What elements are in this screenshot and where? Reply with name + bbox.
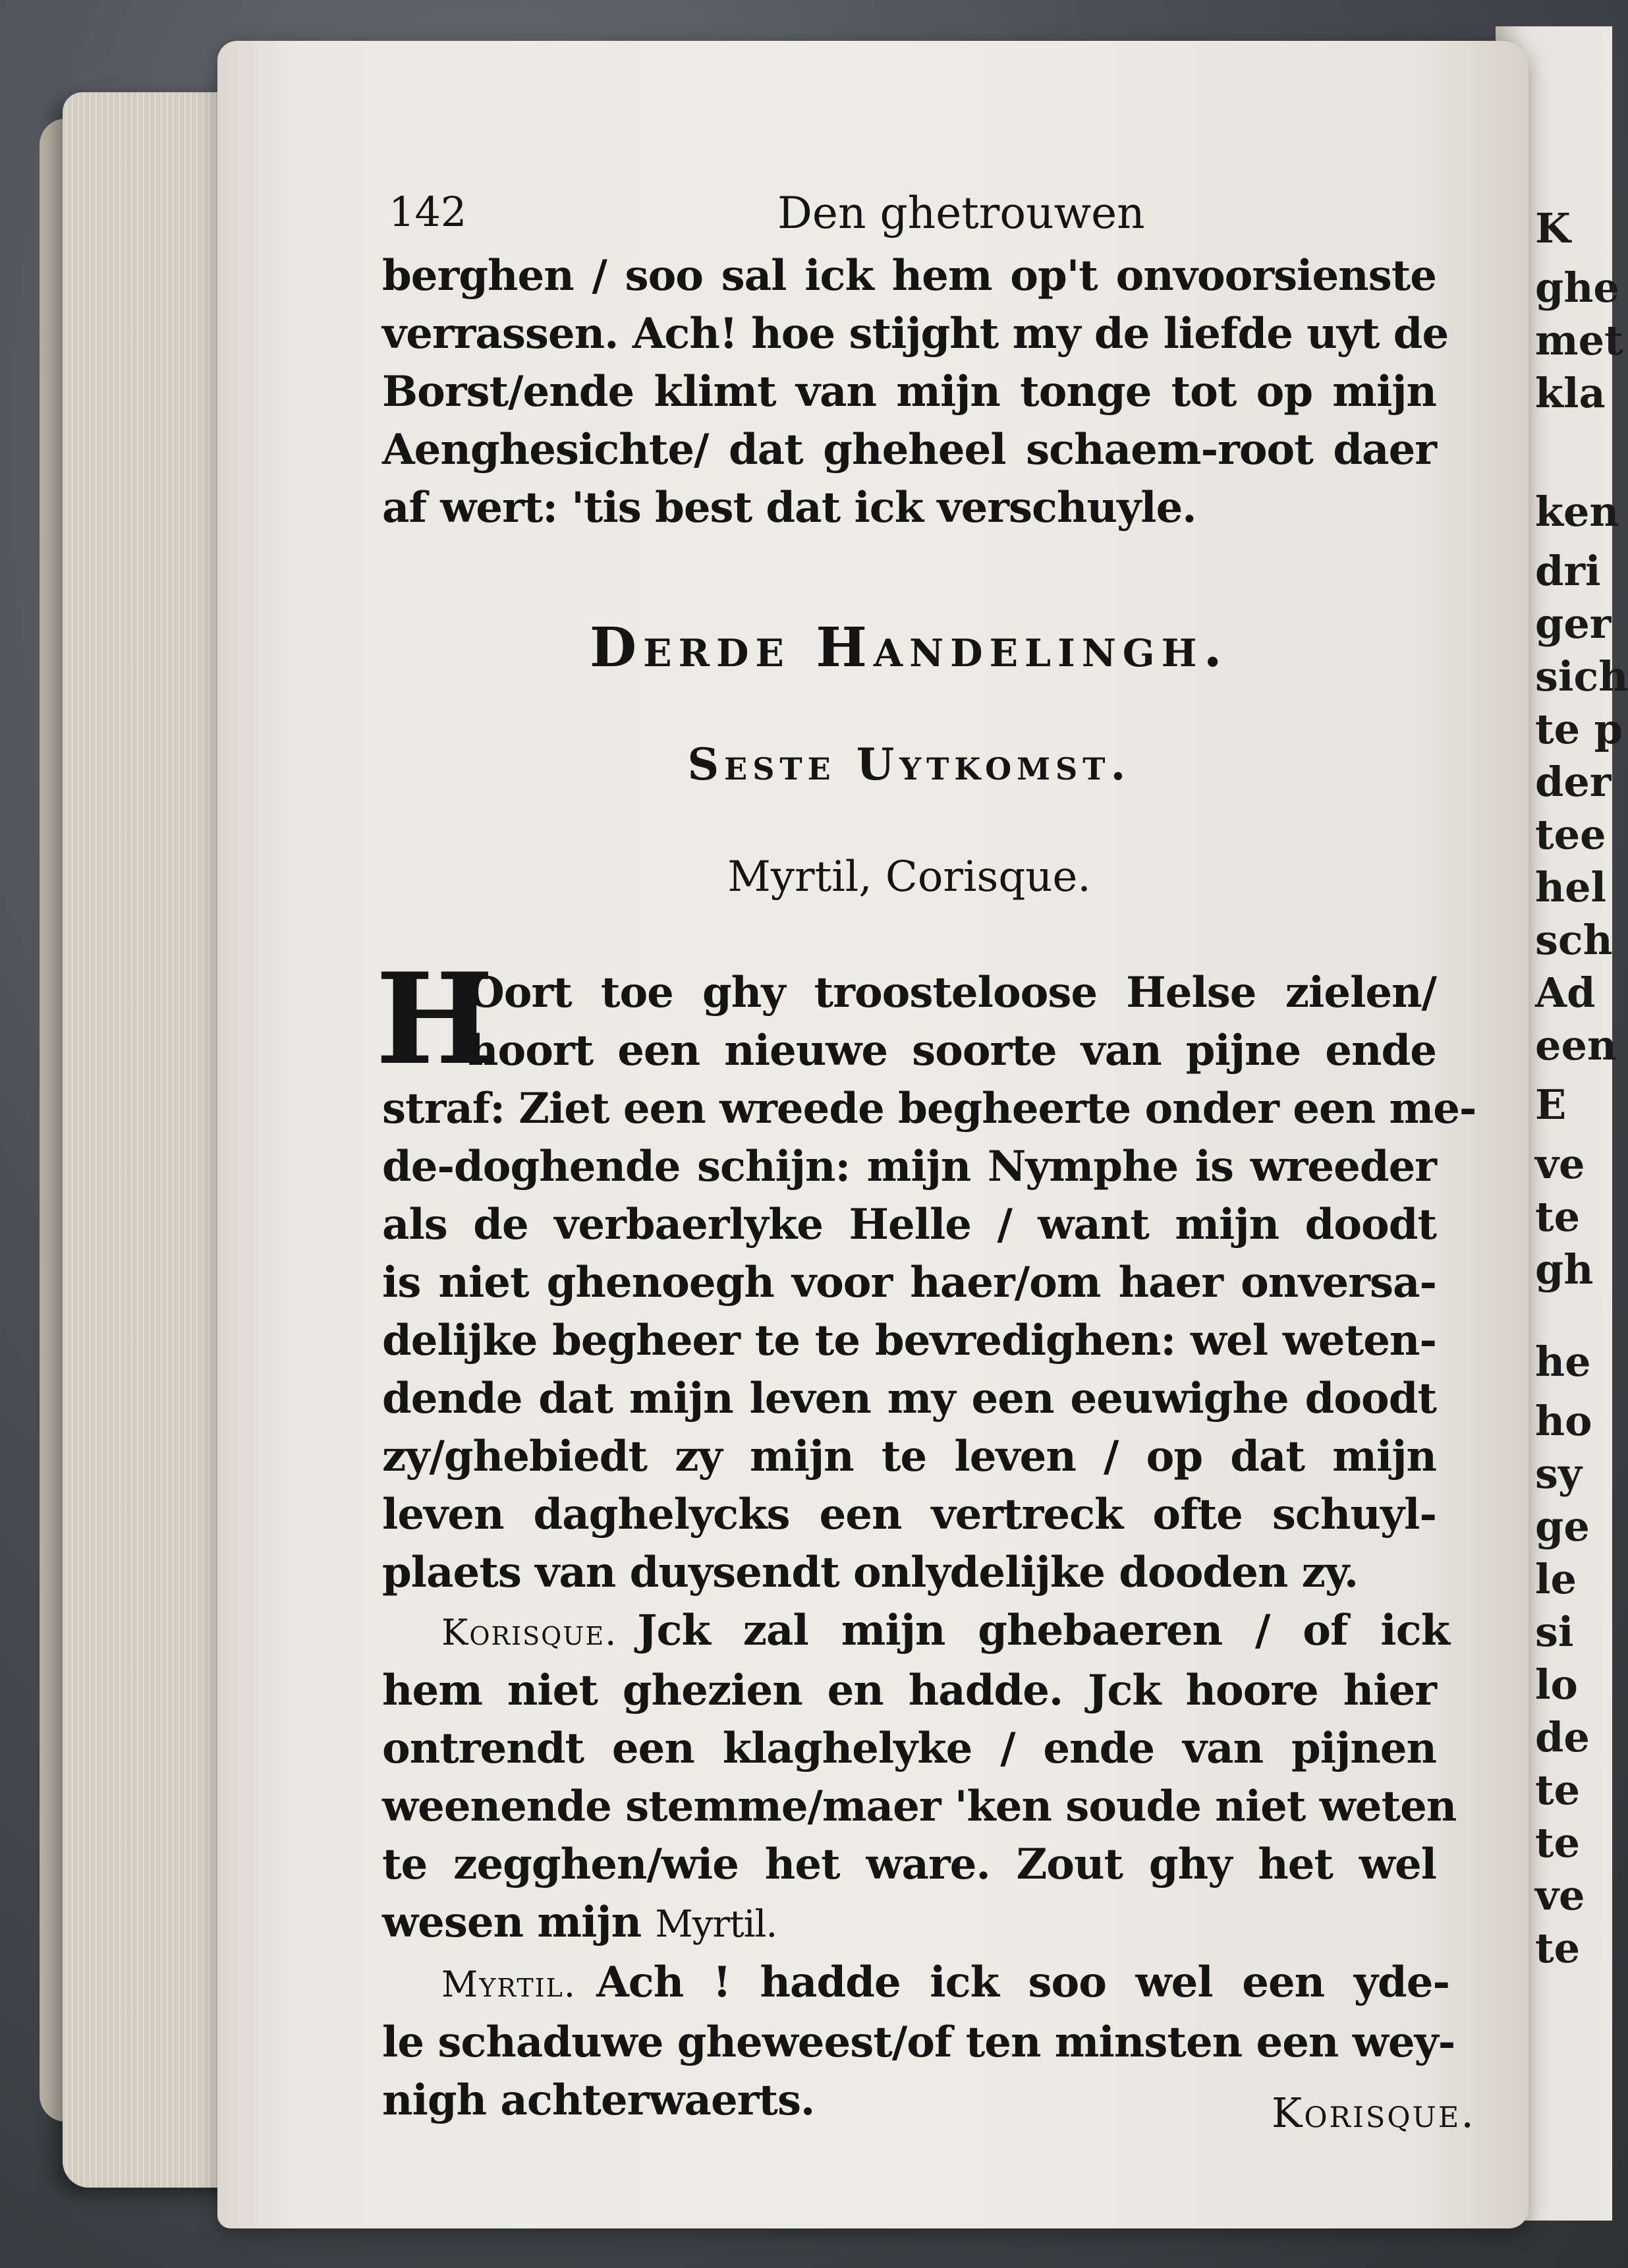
inline-name: Myrtil. (655, 1903, 777, 1946)
facing-page-fragment: ho (1535, 1397, 1592, 1445)
facing-page-fragment: si (1535, 1608, 1574, 1656)
speaker-name: Myrtil. (441, 1964, 577, 2005)
facing-page-fragment: te (1535, 1766, 1581, 1814)
facing-page-fragment: Ad (1535, 969, 1596, 1017)
facing-page-fragment: he (1535, 1338, 1591, 1386)
facing-page-fragment: te (1535, 1193, 1581, 1241)
facing-page-fragment: tee (1535, 810, 1606, 859)
facing-page-fragment: ve (1535, 1871, 1585, 1919)
text-line: verrassen. Ach! hoe stijght my de liefde uyt de (382, 309, 1449, 358)
speaker-line (382, 1954, 1449, 2014)
text-line: leven daghelycks een vertreck ofte schuyl- (382, 1490, 1436, 1539)
facing-page-fragment: der (1535, 758, 1612, 806)
running-head: Den ghetrouwen (777, 188, 1145, 239)
text-line: berghen / soo sal ick hem op't onvoorsienste (382, 251, 1436, 300)
text-line: hem niet ghezien en hadde. Jck hoore hier (382, 1666, 1436, 1715)
facing-page-fragment: sich (1535, 652, 1628, 700)
text-line: Borst/ende klimt van mijn tonge tot op mijn (382, 367, 1436, 416)
facing-page-fragment: ghe (1535, 264, 1619, 312)
drop-cap: H (376, 946, 494, 1092)
facing-page-fragment: gh (1535, 1245, 1594, 1293)
text-line (382, 1894, 1436, 1954)
text-line: weenende stemme/maer 'ken soude niet weten (382, 1782, 1457, 1831)
facing-page-fragment: ge (1535, 1502, 1590, 1550)
text-line: straf: Ziet een wreede begheerte onder een me- (382, 1084, 1476, 1133)
facing-page-fragment: ve (1535, 1140, 1585, 1188)
facing-page-fragment: de (1535, 1713, 1590, 1761)
speech-myrtil (369, 946, 1476, 1602)
scene-heading: Seste Uytkomst. (687, 739, 1131, 790)
facing-page-fragment: ken (1535, 488, 1619, 536)
text-line: de-doghende schijn: mijn Nymphe is wreeder (382, 1142, 1436, 1191)
facing-page-fragment: kla (1535, 369, 1606, 417)
facing-page-fragment: E (1535, 1081, 1567, 1129)
act-heading: Derde Handelingh. (590, 616, 1229, 679)
facing-page-fragment: ger (1535, 600, 1612, 648)
text-line: Aenghesichte/ dat gheheel schaem-root daer (382, 425, 1436, 474)
facing-page-fragment: te (1535, 1924, 1581, 1972)
speaker-name: Korisque. (441, 1612, 618, 1653)
text-line: plaets van duysendt onlydelijke dooden zy. (382, 1548, 1359, 1597)
text-line: is niet ghenoegh voor haer/om haer onversa- (382, 1258, 1436, 1307)
text-line: ontrendt een klaghelyke / ende van pijnen (382, 1724, 1436, 1773)
facing-page-fragment: te p (1535, 705, 1623, 753)
text-line: Oort toe ghy troosteloose Helse zielen/ (468, 968, 1436, 1017)
text-span: wesen mijn (382, 1898, 642, 1947)
facing-page-fragment: hel (1535, 863, 1607, 911)
page-header (369, 175, 1463, 247)
facing-page-fragment: met (1535, 316, 1623, 364)
text-span: Jck zal mijn ghebaeren / of ick (637, 1606, 1449, 1655)
top-text (369, 247, 1463, 537)
text-line: le schaduwe gheweest/of ten minsten een wey- (382, 2018, 1455, 2067)
text-line: hoort een nieuwe soorte van pijne ende (468, 1026, 1436, 1075)
text-line: nigh achterwaerts. (382, 2076, 815, 2125)
facing-page-fragment: dri (1535, 547, 1601, 595)
facing-page-fragment: sch (1535, 916, 1613, 964)
text-line: dende dat mijn leven my een eeuwighe doodt (382, 1374, 1436, 1423)
facing-page-fragment: sy (1535, 1450, 1582, 1498)
facing-page-fragment: te (1535, 1819, 1581, 1867)
text-line: zy/ghebiedt zy mijn te leven / op dat mijn (382, 1432, 1436, 1481)
page-number: 142 (389, 188, 467, 236)
text-line: af wert: 'tis best dat ick verschuyle. (382, 483, 1196, 532)
facing-page-fragment: K (1535, 204, 1571, 252)
cast-line: Myrtil, Corisque. (727, 853, 1091, 901)
speech-corisque (369, 1602, 1463, 1954)
text-line: als de verbaerlyke Helle / want mijn doodt (382, 1200, 1436, 1249)
text-span: Ach ! hadde ick soo wel een yde- (596, 1958, 1449, 2007)
facing-page-fragment: lo (1535, 1660, 1578, 1709)
text-line: te zegghen/wie het ware. Zout ghy het wel (382, 1840, 1436, 1889)
page-content (369, 175, 1476, 2130)
facing-page-fragment: le (1535, 1555, 1577, 1603)
text-line: delijke begheer te te bevredighen: wel weten- (382, 1316, 1436, 1365)
catchword: Korisque. (1272, 2089, 1476, 2137)
facing-page-fragment: een (1535, 1021, 1617, 1069)
speaker-line (382, 1602, 1449, 1662)
